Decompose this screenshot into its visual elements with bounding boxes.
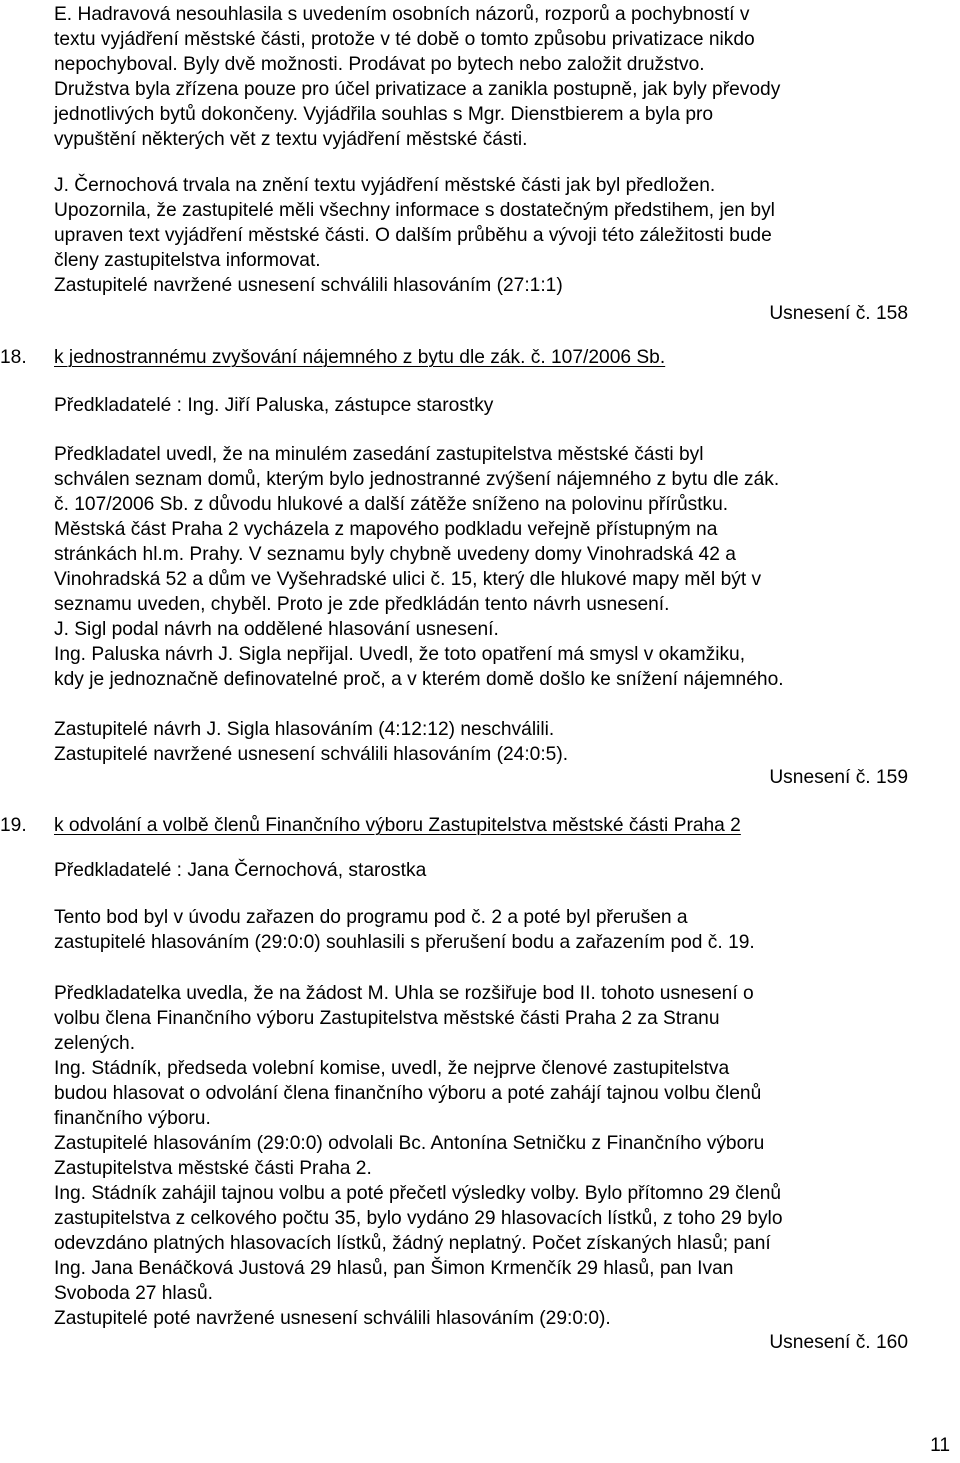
paragraph-cernochova [54,173,924,298]
text-line: budou hlasovat o odvolání člena finančního výboru a poté zahájí tajnou volbu členů [54,1083,762,1104]
page-number: 11 [930,1435,950,1456]
text-line: stránkách hl.m. Prahy. V seznamu byly chybně uvedeny domy Vinohradská 42 a [54,544,736,565]
text-line: volbu člena Finančního výboru Zastupitelstva městské části Praha 2 za Stranu [54,1008,720,1029]
text-line: zastupitelstva z celkového počtu 35, bylo vydáno 29 hlasovacích lístků, z toho 29 bylo [54,1208,783,1229]
text-line: Zastupitelé navržené usnesení schválili hlasováním (27:1:1) [54,275,563,296]
text-line: vypuštění některých vět z textu vyjádření městské části. [54,129,528,150]
text-line: J. Černochová trvala na znění textu vyjádření městské části jak byl předložen. [54,175,716,196]
text-line: Upozornila, že zastupitelé měli všechny informace s dostatečným předstihem, jen byl [54,200,775,221]
text-line: schválen seznam domů, kterým bylo jednostranné zvýšení nájemného z bytu dle zák. [54,469,780,490]
resolution-160: Usnesení č. 160 [769,1332,908,1353]
item-title-18: k jednostrannému zvyšování nájemného z bytu dle zák. č. 107/2006 Sb. [54,347,666,368]
text-line: jednotlivých bytů dokončeny. Vyjádřila souhlas s Mgr. Dienstbierem a byla pro [54,104,714,125]
text-line: Družstva byla zřízena pouze pro účel privatizace a zanikla postupně, jak byly převody [54,79,781,100]
paragraph-hadravova [54,2,924,152]
text-line: Zastupitelé poté navržené usnesení schválili hlasováním (29:0:0). [54,1308,611,1329]
paragraph-item-19-body [54,981,924,1331]
text-line: č. 107/2006 Sb. z důvodu hlukové a další zátěže sníženo na polovinu přírůstku. [54,494,729,515]
text-line: Předkladatelka uvedla, že na žádost M. Uhla se rozšiřuje bod II. tohoto usnesení o [54,983,754,1004]
text-line: kdy je jednoznačně definovatelné proč, a v kterém domě došlo ke snížení nájemného. [54,669,784,690]
text-line: zastupitelé hlasováním (29:0:0) souhlasili s přerušení bodu a zařazením pod č. 19. [54,932,755,953]
votes-item-18 [54,717,924,767]
text-line: Ing. Stádník zahájil tajnou volbu a poté přečetl výsledky volby. Bylo přítomno 29 členů [54,1183,782,1204]
resolution-158: Usnesení č. 158 [769,303,908,324]
text-line: odevzdáno platných hlasovacích lístků, žádný neplatný. Počet získaných hlasů; paní [54,1233,771,1254]
text-line: finančního výboru. [54,1108,211,1129]
text-line: Zastupitelstva městské části Praha 2. [54,1158,372,1179]
text-line: Městská část Praha 2 vycházela z mapového podkladu veřejně přístupným na [54,519,718,540]
text-line: textu vyjádření městské části, protože v té době o tomto způsobu privatizace nikdo [54,29,755,50]
paragraph-item-18 [54,442,924,692]
text-line: Zastupitelé návrh J. Sigla hlasováním (4:12:12) neschválili. [54,719,555,740]
paragraph-item-19-intro [54,905,924,955]
text-line: J. Sigl podal návrh na oddělené hlasování usnesení. [54,619,499,640]
text-line: Zastupitelé hlasováním (29:0:0) odvolali Bc. Antonína Setničku z Finančního výboru [54,1133,765,1154]
item-number-19: 19. [0,815,27,836]
submitter-18 [54,393,924,418]
text-line: Svoboda 27 hlasů. [54,1283,213,1304]
text-line: členy zastupitelstva informovat. [54,250,321,271]
text-line: Tento bod byl v úvodu zařazen do programu pod č. 2 a poté byl přerušen a [54,907,688,928]
text-line: Předkladatel uvedl, že na minulém zasedání zastupitelstva městské části byl [54,444,704,465]
item-title-19: k odvolání a volbě členů Finančního výboru Zastupitelstva městské části Praha 2 [54,815,741,836]
text-line: zelených. [54,1033,136,1054]
text-line: Předkladatelé : Ing. Jiří Paluska, zástupce starostky [54,395,494,416]
text-line: Ing. Jana Benáčková Justová 29 hlasů, pan Šimon Krmenčík 29 hlasů, pan Ivan [54,1258,734,1279]
text-line: Vinohradská 52 a dům ve Vyšehradské ulici č. 15, který dle hlukové mapy měl být v [54,569,762,590]
resolution-159: Usnesení č. 159 [769,767,908,788]
text-line: nepochyboval. Byly dvě možnosti. Prodávat po bytech nebo založit družstvo. [54,54,705,75]
text-line: Zastupitelé navržené usnesení schválili hlasováním (24:0:5). [54,744,569,765]
text-line: Předkladatelé : Jana Černochová, starostka [54,860,427,881]
text-line: E. Hadravová nesouhlasila s uvedením osobních názorů, rozporů a pochybností v [54,4,750,25]
text-line: Ing. Paluska návrh J. Sigla nepřijal. Uvedl, že toto opatření má smysl v okamžiku, [54,644,746,665]
text-line: seznamu uveden, chyběl. Proto je zde předkládán tento návrh usnesení. [54,594,670,615]
text-line: Ing. Stádník, předseda volební komise, uvedl, že nejprve členové zastupitelstva [54,1058,730,1079]
submitter-19 [54,858,924,883]
text-line: upraven text vyjádření městské části. O dalším průběhu a vývoji této záležitosti bude [54,225,772,246]
item-number-18: 18. [0,347,27,368]
